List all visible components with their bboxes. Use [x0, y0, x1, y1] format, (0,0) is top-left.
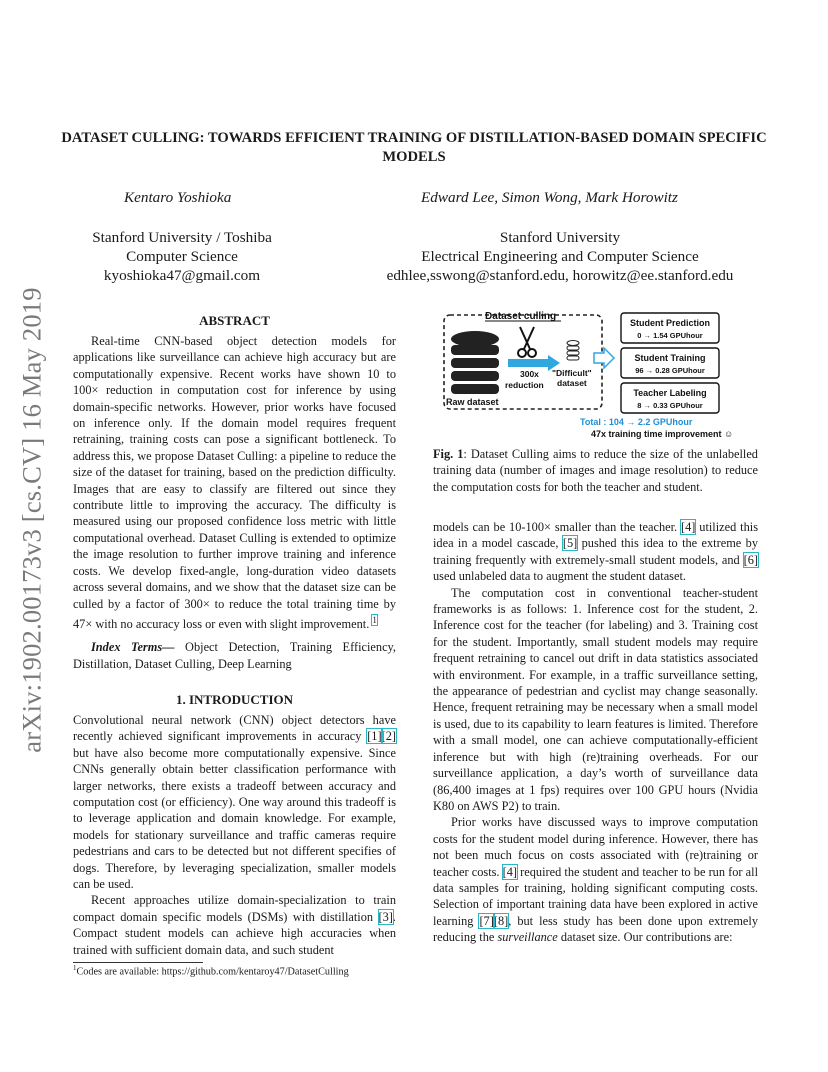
difficult-label-1: "Difficult": [552, 368, 592, 378]
raw-dataset-label: Raw dataset: [446, 397, 499, 407]
output-arrow-icon: [594, 348, 614, 368]
citation-7[interactable]: [7]: [479, 913, 494, 928]
affiliation-left: [62, 228, 302, 285]
arxiv-id: arXiv:1902.00173v3 [cs.CV] 16 May 2019: [16, 287, 47, 753]
figure-1: [440, 305, 760, 445]
rc-p1-d: used unlabeled data to augment the student dataset.: [433, 569, 686, 584]
author-left-name: Kentaro Yoshioka: [124, 189, 232, 206]
result-box-3: [621, 383, 719, 413]
footnote-link[interactable]: 1: [372, 614, 377, 625]
result-box-3-value: 8 → 0.33 GPUhour: [637, 401, 703, 410]
result-box-3-title: Teacher Labeling: [633, 388, 707, 398]
rc-p3-italic: surveillance: [497, 930, 558, 945]
footnote-rule: [73, 962, 203, 963]
improvement-label: 47x training time improvement ☺: [591, 429, 734, 439]
intro-heading: 1. INTRODUCTION: [175, 692, 293, 707]
citation-6[interactable]: [6]: [743, 552, 758, 567]
abstract-body: [73, 333, 396, 672]
rc-p2: The computation cost in conventional teacher-student frameworks is as follows: 1. Inference cost for the student, 2. Inference cost for the teacher (for labeling) and 3. Training cost for the student. Importantly, small student models may require frequent retraining to cancel out drift in data statistics associated with environment. For example, in a traffic surveillance setting, the appearance of pedestrian and cyclist may change seasonally. Hence, frequent retraining may be necessary when a small model is used, due to its capability to learn features is limited. Therefore with a small model, one can achieve computationally-efficient inference but with high (re)training overheads. For our surveillance application, a day’s worth of surveillance data (86,400 images at 1 fps) requires over 100 GPU hours (Nvidia K80 on AWS P2) to train.: [433, 585, 758, 813]
difficult-label-2: dataset: [557, 378, 587, 388]
intro-p2-b: . Compact student models can achieve high accuracies when trained with sufficient domain data, and such student: [73, 909, 396, 957]
citation-8[interactable]: [8]: [493, 913, 509, 928]
email-right: edhlee,sswong@stanford.edu, horowitz@ee.stanford.edu: [386, 267, 734, 284]
figure-1-diagram: [440, 305, 760, 445]
citation-3[interactable]: [3]: [378, 909, 393, 924]
rc-p3-c: , but less study has been done upon extremely reducing the: [433, 913, 759, 945]
intro-p1-a: Convolutional neural network (CNN) object detectors have recently achieved significant improvements in accuracy: [73, 713, 396, 744]
rc-p3-a: Prior works have discussed ways to improve computation costs for the student model during inference. However, there has not been much focus on costs associated with (re)training or teacher costs.: [433, 815, 758, 879]
total-label: Total : 104 → 2.2 GPUhour: [580, 417, 693, 427]
affiliation-right-1: Stanford University: [499, 229, 621, 246]
result-box-1: [621, 313, 719, 343]
citation-1[interactable]: [1]: [367, 729, 382, 744]
result-box-2-value: 96 → 0.28 GPUhour: [635, 366, 705, 375]
intro-p1-b: but have also become more computationally expensive. Since CNNs generally obtain better classification performance with larger networks, there exists a tradeoff between accuracy and computation cost (or efficiency). One way around this tradeoff is to leverage application and domain knowledge. For example, models for stationary surveillance and traffic cameras require pedestrians and cars to be detected but not different specifies of dogs. Therefore, by leveraging specialization, smaller models can be used.: [73, 745, 396, 892]
affiliation-right: [365, 228, 755, 285]
rc-p1-c: pushed this idea to the extreme by training frequently with extremely-small student models, and: [433, 536, 758, 567]
result-box-1-title: Student Prediction: [629, 318, 711, 328]
footnote-text: Codes are available: https://github.com/kentaroy47/DatasetCulling: [76, 966, 349, 978]
result-box-2-title: Student Training: [634, 353, 706, 363]
reduction-label-2: reduction: [505, 380, 544, 390]
scissors-icon: [518, 327, 536, 357]
index-terms-text: Object Detection, Training Efficiency, Distillation, Dataset Culling, Deep Learning: [73, 640, 397, 671]
citation-2[interactable]: [2]: [381, 729, 396, 744]
caption-label: Fig. 1: [433, 447, 464, 461]
footnote-mark: 1: [73, 964, 77, 972]
result-box-1-value: 0 → 1.54 GPUhour: [637, 331, 703, 340]
culling-label: Dataset culling: [485, 311, 557, 322]
abstract-text: Real-time CNN-based object detection models for applications like surveillance can achieve high accuracy but are computationally expensive. Recent works have shown 10 to 100× reduction in computation cost for inference by using domain-specific networks. However, prior works have focused on inference only. If the domain model requires frequent retraining, training costs can pose a significant bottleneck. To address this, we propose Dataset Culling: a pipeline to reduce the size of the dataset for training, based on the prediction difficulty. Images that are easy to classify are filtered out since they contribute little to improving the accuracy. The difficulty is measured using our proposed confidence loss metric with little computational overhead. Dataset Culling is extended to optimize the image resolution to further improve training and inference costs. We develop fixed-angle, long-duration video datasets across several domains, and we show that the dataset size can be culled by a factor of 300× to reduce the total training time by 47× with no accuracy loss or even with slight improvement.: [73, 334, 396, 632]
database-icon: [451, 331, 499, 394]
reduction-label-1: 300x: [520, 369, 539, 379]
affiliation-right-2: Electrical Engineering and Computer Science: [421, 248, 699, 265]
right-column-body: [433, 519, 758, 946]
intro-body: [73, 712, 396, 958]
author-right-name: Edward Lee, Simon Wong, Mark Horowitz: [421, 189, 678, 206]
affiliation-left-1: Stanford University / Toshiba: [92, 229, 272, 246]
citation-4[interactable]: [4]: [681, 520, 696, 534]
figure-caption: [433, 446, 758, 495]
rc-p3-d: dataset size. Our contributions are:: [557, 930, 733, 945]
caption-text: : Dataset Culling aims to reduce the size of the unlabelled training data (number of images and image resolution) to reduce the computation costs for both the teacher and student.: [433, 447, 758, 494]
small-database-icon: [567, 341, 579, 361]
rc-p1-b: utilized this idea in a model cascade,: [433, 520, 758, 551]
email-left: kyoshioka47@gmail.com: [103, 267, 261, 284]
affiliation-left-2: Computer Science: [126, 248, 238, 265]
arxiv-sidebar: [12, 270, 52, 770]
citation-5[interactable]: [5]: [562, 536, 578, 551]
intro-p2-a: Recent approaches utilize domain-specialization to train compact domain specific models (DSMs) with distillation: [73, 893, 396, 924]
rc-p3-b: required the student and teacher to be run for all data samples for training, holding significant computing costs. Selection of important training data have been explored in active learning: [433, 864, 758, 928]
index-terms-label: Index Terms—: [91, 640, 175, 655]
citation-4b[interactable]: [4]: [502, 864, 518, 879]
result-box-2: [621, 348, 719, 378]
footnote: [73, 964, 349, 977]
rc-p1-a: models can be 10-100× smaller than the teacher.: [433, 520, 681, 534]
paper-title: DATASET CULLING: TOWARDS EFFICIENT TRAINING OF DISTILLATION-BASED DOMAIN SPECIFIC MODELS: [61, 130, 767, 165]
abstract-heading: ABSTRACT: [199, 313, 270, 328]
